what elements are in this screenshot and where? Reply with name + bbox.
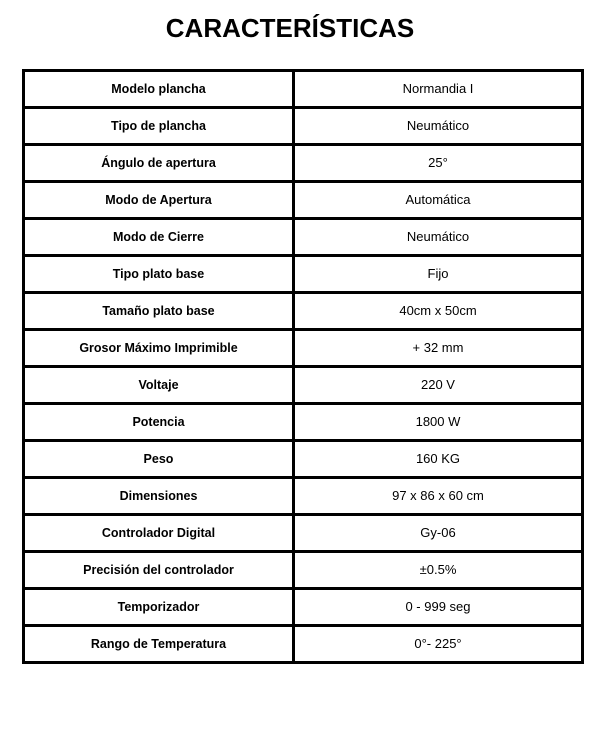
spec-label: Tamaño plato base [24, 293, 294, 330]
table-row [24, 441, 583, 478]
spec-label: Modelo plancha [24, 71, 294, 108]
spec-label: Dimensiones [24, 478, 294, 515]
spec-value: 1800 W [294, 404, 583, 441]
table-row [24, 293, 583, 330]
page-title: CARACTERÍSTICAS [165, 13, 415, 43]
table-row [24, 182, 583, 219]
spec-value: + 32 mm [294, 330, 583, 367]
spec-label: Modo de Cierre [24, 219, 294, 256]
spec-label: Voltaje [24, 367, 294, 404]
spec-value: 0 - 999 seg [294, 589, 583, 626]
spec-value: Neumático [294, 108, 583, 145]
spec-value: 40cm x 50cm [294, 293, 583, 330]
table-row [24, 108, 583, 145]
table-row [24, 330, 583, 367]
spec-value: Normandia I [294, 71, 583, 108]
spec-label: Controlador Digital [24, 515, 294, 552]
spec-label: Tipo de plancha [24, 108, 294, 145]
spec-label: Precisión del controlador [24, 552, 294, 589]
specifications-table [22, 69, 584, 664]
spec-value: 0°- 225° [294, 626, 583, 663]
table-row [24, 256, 583, 293]
spec-value: Gy-06 [294, 515, 583, 552]
spec-label: Peso [24, 441, 294, 478]
spec-label: Tipo plato base [24, 256, 294, 293]
table-row [24, 552, 583, 589]
spec-label: Potencia [24, 404, 294, 441]
spec-label: Modo de Apertura [24, 182, 294, 219]
spec-value: Fijo [294, 256, 583, 293]
table-row [24, 589, 583, 626]
table-row [24, 404, 583, 441]
spec-value: ±0.5% [294, 552, 583, 589]
spec-value: 160 KG [294, 441, 583, 478]
spec-value: Automática [294, 182, 583, 219]
spec-value: Neumático [294, 219, 583, 256]
spec-value: 25° [294, 145, 583, 182]
table-row [24, 71, 583, 108]
spec-label: Grosor Máximo Imprimible [24, 330, 294, 367]
spec-value: 97 x 86 x 60 cm [294, 478, 583, 515]
table-row [24, 145, 583, 182]
spec-value: 220 V [294, 367, 583, 404]
table-row [24, 367, 583, 404]
spec-label: Ángulo de apertura [24, 145, 294, 182]
table-row [24, 219, 583, 256]
spec-label: Temporizador [24, 589, 294, 626]
table-row [24, 478, 583, 515]
table-row [24, 626, 583, 663]
spec-label: Rango de Temperatura [24, 626, 294, 663]
table-row [24, 515, 583, 552]
